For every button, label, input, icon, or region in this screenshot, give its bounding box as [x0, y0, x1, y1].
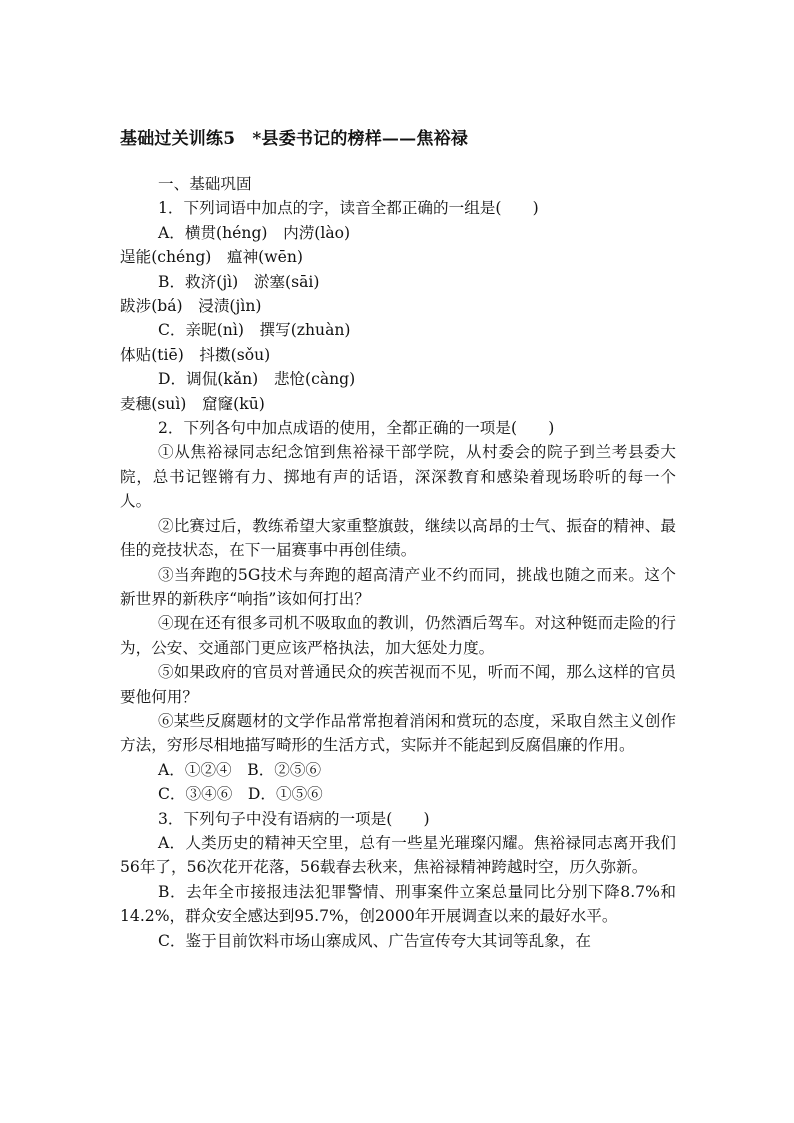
question-1-option-a-line1: A．横贯(héng) 内涝(lào)	[158, 223, 351, 242]
question-3-option-a: A．人类历史的精神天空里，总有一些星光璀璨闪耀。焦裕禄同志离开我们56年了，56次花开花落，56载春去秋来，焦裕禄精神跨越时空，历久弥新。	[120, 833, 676, 877]
question-2-sentence-6: ⑥某些反腐题材的文学作品常常抱着消闲和赏玩的态度，采取自然主义创作方法，穷形尽相地描写畸形的生活方式，实际并不能起到反腐倡廉的作用。	[120, 711, 676, 755]
question-2-sentence-3: ③当奔跑的5G技术与奔跑的超高清产业不约而同，挑战也随之而来。这个新世界的新秩序“响指”该如何打出？	[120, 565, 676, 608]
question-1-option-c-line2: 体贴(tiē) 抖擞(sǒu)	[120, 345, 271, 364]
question-3-stem: 3．下列句子中没有语病的一项是( )	[158, 809, 430, 828]
question-2-stem: 2．下列各句中加点成语的使用，全都正确的一项是( )	[158, 419, 555, 438]
document-body	[120, 172, 676, 953]
question-2-options-line1: A．①②④ B．②⑤⑥	[158, 760, 322, 779]
question-1-option-c-line1: C．亲昵(nì) 撰写(zhuàn)	[158, 321, 351, 340]
question-3-option-c: C．鉴于目前饮料市场山寨成风、广告宣传夸大其词等乱象，在	[158, 931, 591, 950]
question-2-sentence-2: ②比赛过后，教练希望大家重整旗鼓，继续以高昂的士气、振奋的精神、最佳的竞技状态，在下一届赛事中再创佳绩。	[120, 516, 676, 560]
question-3-option-b: B．去年全市接报违法犯罪警情、刑事案件立案总量同比分别下降8.7%和14.2%，群众安全感达到95.7%，创2000年开展调查以来的最好水平。	[120, 882, 676, 926]
question-1-option-d-line2: 麦穗(suì) 窟窿(kū)	[120, 394, 265, 413]
document-title: 基础过关训练5 *县委书记的榜样——焦裕禄	[120, 129, 468, 149]
question-2-sentence-5: ⑤如果政府的官员对普通民众的疾苦视而不见，听而不闻，那么这样的官员要他何用？	[120, 663, 676, 706]
question-1-option-b-line2: 跋涉(bá) 浸渍(jìn)	[120, 297, 262, 316]
question-2-sentence-4: ④现在还有很多司机不吸取血的教训，仍然酒后驾车。对这种铤而走险的行为，公安、交通部门更应该严格执法，加大惩处力度。	[120, 614, 676, 657]
question-1-option-a-line2: 逞能(chéng) 瘟神(wēn)	[120, 248, 303, 267]
question-1-option-d-line1: D．调侃(kǎn) 悲怆(càng)	[158, 370, 356, 389]
question-1-stem: 1．下列词语中加点的字，读音全都正确的一组是( )	[158, 199, 539, 218]
question-2-sentence-1: ①从焦裕禄同志纪念馆到焦裕禄干部学院，从村委会的院子到兰考县委大院，总书记铿锵有力、掷地有声的话语，深深教育和感染着现场聆听的每一个人。	[120, 443, 676, 511]
question-2-options-line2: C．③④⑥ D．①⑤⑥	[158, 785, 323, 804]
question-1-option-b-line1: B．救济(jì) 淤塞(sāi)	[158, 272, 320, 291]
section-heading: 一、基础巩固	[158, 175, 252, 193]
